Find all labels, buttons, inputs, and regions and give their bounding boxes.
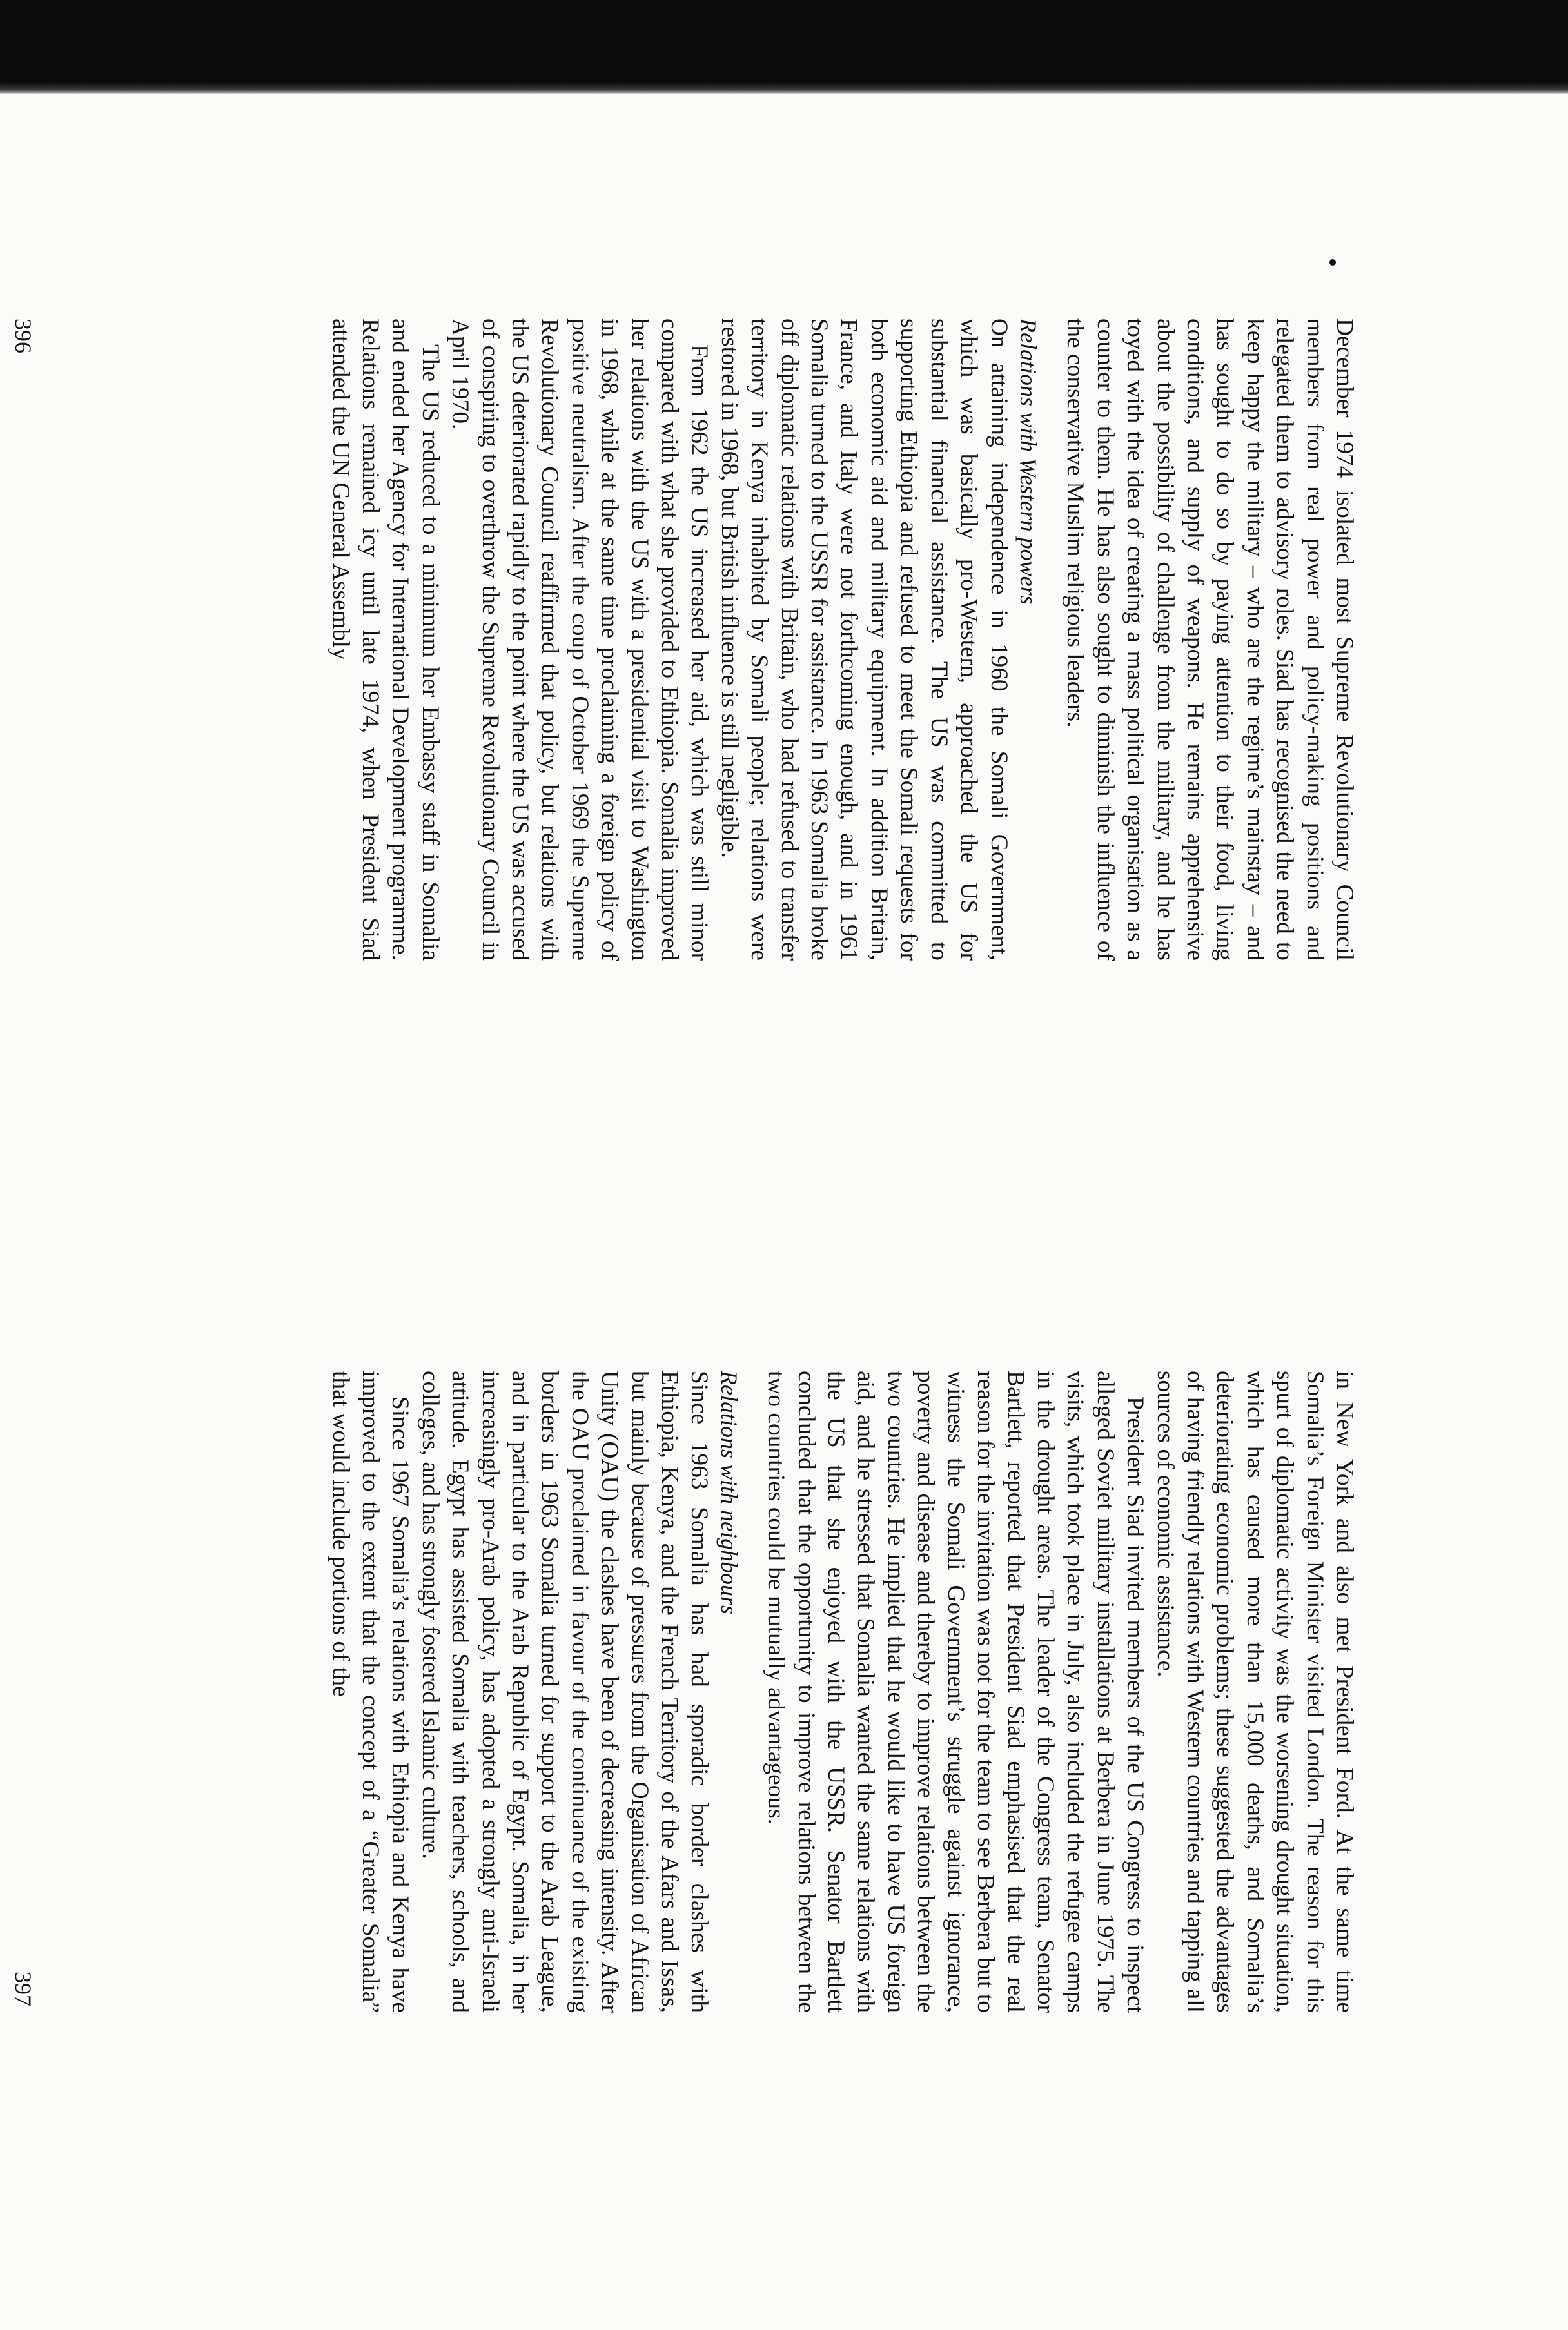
paragraph: President Siad invited members of the US Congress to inspect alleged Soviet military installations at Berbera in June 1975. The visits, which took place in July, also included the refugee camps in the drought areas. The leader of the Congress team, Senator Bartlett, reported that President Siad emphasised that the real reason for the invitation was not for the team to see Berbera but to witness the Somali Government’s struggle against ignorance, poverty and disease and thereby to improve relations between the two countries. He implied that he would like to have US foreign aid, and he stressed that Somalia wanted the same relations with the US that she enjoyed with the USSR. Senator Bartlett concluded that the opportunity to improve relations between the two countries could be mutually advantageous. <box>763 1371 1149 2013</box>
paragraph: Since 1963 Somalia has had sporadic border clashes with Ethiopia, Kenya, and the French Territory of the Afars and Issas, but mainly because of pressures from the Organisation of African Unity (OAU) the clashes have been of decreasing intensity. After the OAU proclaimed in favour of the continuance of the existing borders in 1963 Somalia turned for support to the Arab League, and in particular to the Arab Republic of Egypt. Somalia, in her increasingly pro-Arab policy, has adopted a strongly anti-Israeli attitude. Egypt has assisted Somalia with teachers, schools, and colleges, and has strongly fostered Islamic culture. <box>416 1371 713 2013</box>
left-page-text <box>325 318 1359 961</box>
page-number: 397 <box>10 1972 36 2006</box>
paragraph: The US reduced to a minimum her Embassy staff in Somalia and ended her Agency for International Development programme. Relations remained icy until late 1974, when President Siad attended the UN General Assembly <box>327 318 444 961</box>
paragraph: From 1962 the US increased her aid, which was still minor compared with what she provided to Ethiopia. Somalia improved her relations with the US with a presidential visit to Washington in 1968, while at the same time proclaiming a foreign policy of positive neutralism. After the coup of October 1969 the Supreme Revolutionary Council reaffirmed that policy, but relations with the US deteriorated rapidly to the point where the US was accused of conspiring to overthrow the Supreme Revolutionary Council in April 1970. <box>447 318 713 961</box>
page-number: 396 <box>10 318 36 353</box>
left-page <box>0 318 1399 1324</box>
right-page <box>0 1324 1399 2330</box>
right-page-text <box>325 1371 1359 2013</box>
paragraph: December 1974 isolated most Supreme Revolutionary Council members from real power and policy-making positions and relegated them to advisory roles. Siad has recognised the need to keep happy the military – who are the regime’s mainstay – and has sought to do so by paying attention to their food, living conditions, and supply of weapons. He remains apprehensive about the possibility of challenge from the military, and he has toyed with the idea of creating a mass political organisation as a counter to them. He has also sought to diminish the influence of the conservative Muslim religious leaders. <box>1062 318 1358 961</box>
paragraph: in New York and also met President Ford. At the same time Somalia’s Foreign Minister visited London. The reason for this spurt of diplomatic activity was the worsening drought situation, which has caused more than 15,000 deaths, and Somalia’s deteriorating economic problems; these suggested the advantages of having friendly relations with Western countries and tapping all sources of economic assistance. <box>1152 1371 1358 2013</box>
paragraph: Since 1967 Somalia’s relations with Ethiopia and Kenya have improved to the extent that the concept of a “Greater Somalia” that would include portions of the <box>327 1371 414 2013</box>
paragraph: On attaining independence in 1960 the Somali Government, which was basically pro-Western, approached the US for substantial financial assistance. The US was committed to supporting Ethiopia and refused to meet the Somali requests for both economic aid and military equipment. In addition Britain, France, and Italy were not forthcoming enough, and in 1961 Somalia turned to the USSR for assistance. In 1963 Somalia broke off diplomatic relations with Britain, who had refused to transfer territory in Kenya inhabited by Somali people; relations were restored in 1968, but British influence is still negligible. <box>716 318 1012 961</box>
section-heading: Relations with neighbours <box>716 1371 742 1614</box>
section-heading: Relations with Western powers <box>1015 318 1041 605</box>
